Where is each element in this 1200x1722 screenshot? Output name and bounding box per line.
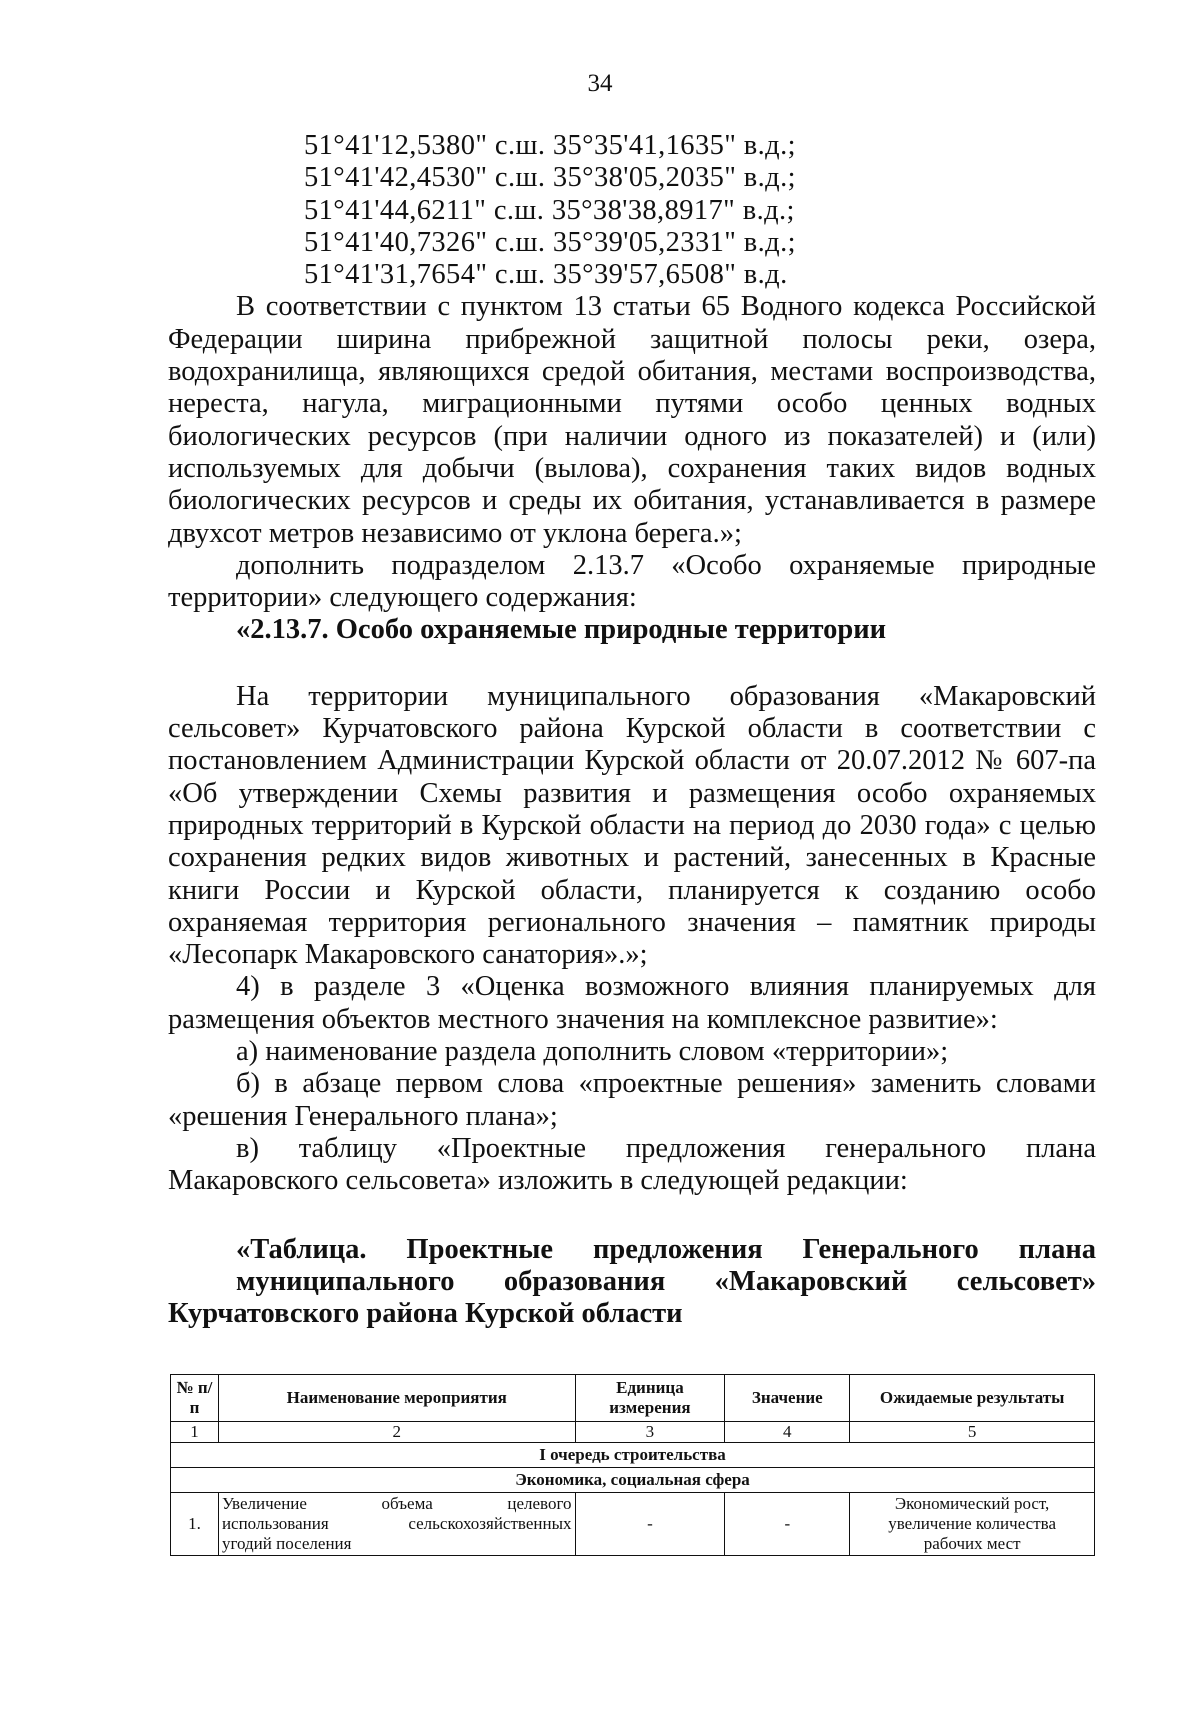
row-result-line: рабочих мест	[923, 1534, 1021, 1553]
section-title: I очередь строительства	[171, 1443, 1095, 1468]
coordinate-line: 51°41'44,6211" с.ш. 35°38'38,8917" в.д.;	[304, 194, 795, 226]
coordinate-line: 51°41'31,7654" с.ш. 35°39'57,6508" в.д.	[304, 259, 788, 291]
table-caption	[168, 1234, 1096, 1331]
paragraph-item-v: в) таблицу «Проектные предложения генерального плана Макаровского сельсовета» изложить в следующей редакции:	[168, 1132, 1096, 1197]
row-name-line: угодий поселения	[221, 1534, 352, 1553]
column-number: 3	[575, 1422, 725, 1443]
paragraph-item-a: а) наименование раздела дополнить словом «территории»;	[236, 1036, 949, 1068]
header-name: Наименование мероприятия	[218, 1375, 575, 1422]
row-name	[218, 1493, 575, 1556]
header-unit: Единица измерения	[575, 1375, 725, 1422]
subsection-heading: «2.13.7. Особо охраняемые природные территории	[236, 614, 887, 646]
row-result-line: Экономический рост,	[894, 1494, 1050, 1513]
row-num: 1.	[171, 1493, 219, 1556]
paragraph-water-code: В соответствии с пунктом 13 статьи 65 Водного кодекса Российской Федерации ширина прибрежной защитной полосы реки, озера, водохранилища, являющихся средой обитания, местами воспроизводства, нереста, нагула, миграционными путями особо ценных водных биологических ресурсов (при наличии одного из показателей) и (или) используемых для добычи (вылова), сохранения таких видов водных биологических ресурсов и среды их обитания, устанавливается в размере двухсот метров независимо от уклона берега.»;	[168, 291, 1096, 549]
row-result-line: увеличение количества	[888, 1514, 1056, 1533]
section-title: Экономика, социальная сфера	[171, 1468, 1095, 1493]
table-row	[171, 1493, 1095, 1556]
column-number-row	[171, 1422, 1095, 1443]
row-name-line: использования сельскохозяйственных	[221, 1514, 572, 1533]
section-row	[171, 1468, 1095, 1493]
coordinate-list	[168, 130, 1096, 291]
column-number: 4	[725, 1422, 850, 1443]
column-number: 2	[218, 1422, 575, 1443]
paragraph-item-b: б) в абзаце первом слова «проектные решения» заменить словами «решения Генерального плана»;	[168, 1068, 1096, 1132]
coordinate-line: 51°41'42,4530" с.ш. 35°38'05,2035" в.д.;	[304, 162, 796, 194]
paragraph-protected-territories: На территории муниципального образования «Макаровский сельсовет» Курчатовского района Курской области в соответствии с постановлением Администрации Курской области от 20.07.2012 № 607-па «Об утверждении Схемы развития и размещения особо охраняемых природных территорий в Курской области на период до 2030 года» с целью сохранения редких видов животных и растений, занесенных в Красные книги России и Курской области, планируется к созданию особо охраняемая территория регионального значения – памятник природы «Лесопарк Макаровского санатория».»;	[168, 680, 1096, 971]
table-caption-line: «Таблица. Проектные предложения Генерального плана	[236, 1233, 1096, 1265]
row-unit: -	[575, 1493, 725, 1556]
row-name-line: Увеличение объема целевого	[221, 1494, 572, 1513]
page-number: 34	[587, 70, 613, 97]
row-value: -	[725, 1493, 850, 1556]
document-body	[168, 130, 1096, 1330]
paragraph-add-subsection: дополнить подразделом 2.13.7 «Особо охраняемые природные территории» следующего содержания:	[168, 549, 1096, 614]
column-number: 1	[171, 1422, 219, 1443]
table-caption-line: муниципального образования «Макаровский сельсовет»	[236, 1265, 1096, 1297]
row-result	[850, 1493, 1095, 1556]
header-value: Значение	[725, 1375, 850, 1422]
header-num: № п/п	[171, 1375, 219, 1422]
coordinate-line: 51°41'40,7326" с.ш. 35°39'05,2331" в.д.;	[304, 226, 796, 258]
table-header-row	[171, 1375, 1095, 1422]
column-number: 5	[850, 1422, 1095, 1443]
coordinate-line: 51°41'12,5380" с.ш. 35°35'41,1635" в.д.;	[304, 130, 796, 161]
paragraph-section-3: 4) в разделе 3 «Оценка возможного влияния планируемых для размещения объектов местного значения на комплексное развитие»:	[168, 971, 1096, 1035]
table-caption-line: Курчатовского района Курской области	[168, 1298, 683, 1330]
header-result: Ожидаемые результаты	[850, 1375, 1095, 1422]
section-row	[171, 1443, 1095, 1468]
proposals-table	[170, 1374, 1095, 1556]
